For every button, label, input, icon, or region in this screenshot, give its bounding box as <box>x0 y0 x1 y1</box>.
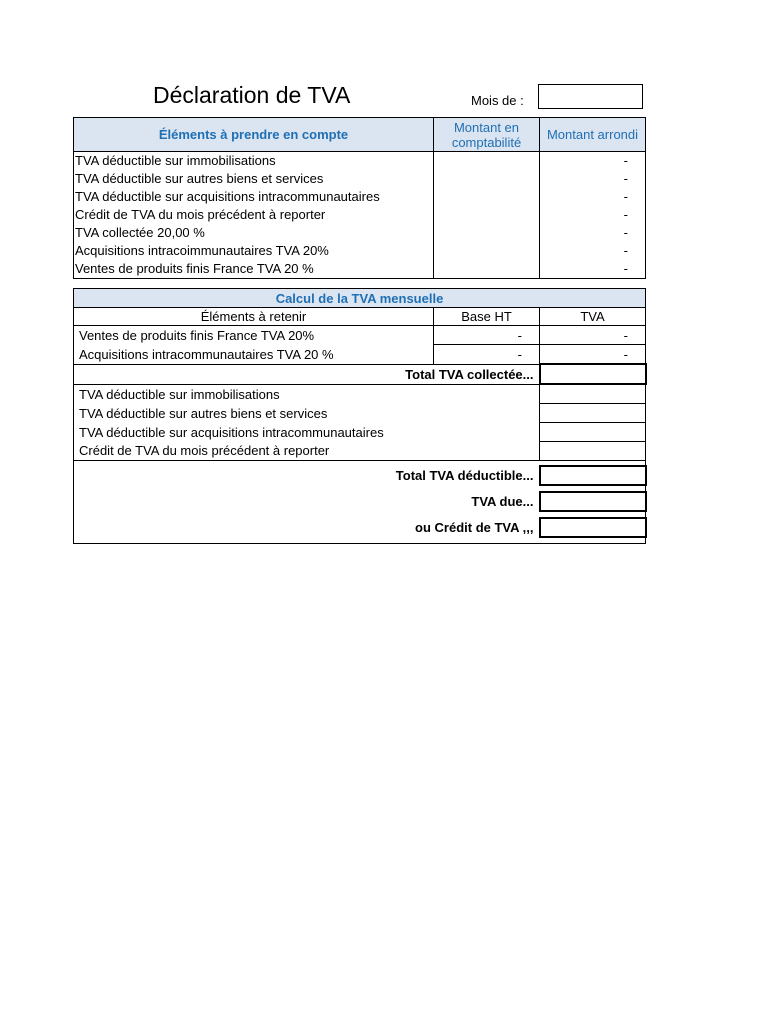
montant-comptabilite-cell[interactable] <box>434 260 540 279</box>
montant-comptabilite-cell[interactable] <box>434 242 540 260</box>
montant-arrondi-cell[interactable]: - <box>540 224 646 242</box>
tva-due-row <box>74 492 646 511</box>
credit-tva-value[interactable] <box>540 518 646 537</box>
deductible-value-cell[interactable] <box>540 442 646 461</box>
mois-label: Mois de : <box>471 93 524 108</box>
table-row <box>74 345 646 365</box>
base-ht-cell[interactable]: - <box>434 326 540 345</box>
total-deductible-row <box>74 466 646 485</box>
header-tva: TVA <box>540 308 646 326</box>
calcul-tva-header <box>74 308 646 326</box>
table-row <box>74 260 646 279</box>
total-deductible-label: Total TVA déductible... <box>395 468 534 483</box>
table-row <box>74 152 646 171</box>
table-row <box>74 170 646 188</box>
montant-arrondi-cell[interactable]: - <box>540 188 646 206</box>
elements-table <box>73 117 646 279</box>
table-row <box>74 206 646 224</box>
montant-comptabilite-cell[interactable] <box>434 224 540 242</box>
tva-due-value[interactable] <box>540 492 646 511</box>
deductible-value-cell[interactable] <box>540 404 646 423</box>
table-row <box>74 188 646 206</box>
total-deductible-value[interactable] <box>540 466 646 485</box>
elements-table-header <box>74 118 646 152</box>
credit-tva-row <box>74 518 646 537</box>
deductible-value-cell[interactable] <box>540 423 646 442</box>
tva-cell[interactable]: - <box>540 345 646 365</box>
montant-comptabilite-cell[interactable] <box>434 170 540 188</box>
total-collectee-label: Total TVA collectée... <box>74 364 540 384</box>
header-base-ht: Base HT <box>434 308 540 326</box>
montant-arrondi-cell[interactable]: - <box>540 152 646 171</box>
row-label: Ventes de produits finis France TVA 20% <box>79 327 315 343</box>
total-collectee-value[interactable] <box>540 364 646 384</box>
credit-tva-label: ou Crédit de TVA ,,, <box>415 520 534 535</box>
montant-arrondi-cell[interactable]: - <box>540 260 646 279</box>
header-elements: Éléments à prendre en compte <box>74 118 434 152</box>
tva-cell[interactable]: - <box>540 326 646 345</box>
table-row <box>74 442 646 461</box>
deductible-value-cell[interactable] <box>540 384 646 404</box>
tva-due-label: TVA due... <box>471 494 534 509</box>
header-montant-comptabilite: Montant en comptabilité <box>434 118 540 152</box>
table-row <box>74 423 646 442</box>
row-label: Acquisitions intracommunautaires TVA 20 % <box>74 345 434 365</box>
calcul-tva-title: Calcul de la TVA mensuelle <box>74 289 646 308</box>
row-label: Crédit de TVA du mois précédent à reporter <box>74 442 540 461</box>
table-row <box>74 384 646 404</box>
header-montant-arrondi: Montant arrondi <box>540 118 646 152</box>
table-row <box>74 224 646 242</box>
montant-comptabilite-cell[interactable] <box>434 152 540 171</box>
montant-arrondi-cell[interactable]: - <box>540 206 646 224</box>
montant-comptabilite-cell[interactable] <box>434 188 540 206</box>
montant-arrondi-cell[interactable]: - <box>540 242 646 260</box>
mois-input[interactable] <box>538 84 643 109</box>
row-label: TVA déductible sur immobilisations <box>79 386 280 402</box>
row-label: TVA déductible sur immobilisations <box>75 153 276 168</box>
montant-arrondi-cell[interactable]: - <box>540 170 646 188</box>
table-row <box>74 326 646 345</box>
calcul-tva-title-row <box>74 289 646 308</box>
table-row <box>74 242 646 260</box>
row-label: TVA déductible sur acquisitions intracommunautaires <box>75 189 380 204</box>
total-collectee-row <box>74 364 646 384</box>
page-title: Déclaration de TVA <box>153 82 351 108</box>
row-label: Acquisitions intracoimmunautaires TVA 20% <box>75 243 329 258</box>
base-ht-cell[interactable]: - <box>434 345 540 365</box>
row-label: TVA collectée 20,00 % <box>75 225 205 240</box>
row-label: TVA déductible sur acquisitions intracommunautaires <box>79 424 384 440</box>
row-label: TVA déductible sur autres biens et services <box>75 171 324 186</box>
calcul-tva-table <box>73 288 647 544</box>
row-label: Crédit de TVA du mois précédent à reporter <box>75 207 326 222</box>
row-label: TVA déductible sur autres biens et services <box>79 405 328 421</box>
montant-comptabilite-cell[interactable] <box>434 206 540 224</box>
table-row <box>74 404 646 423</box>
header-elements-retenir: Éléments à retenir <box>74 308 434 326</box>
row-label: Ventes de produits finis France TVA 20 % <box>75 261 314 276</box>
